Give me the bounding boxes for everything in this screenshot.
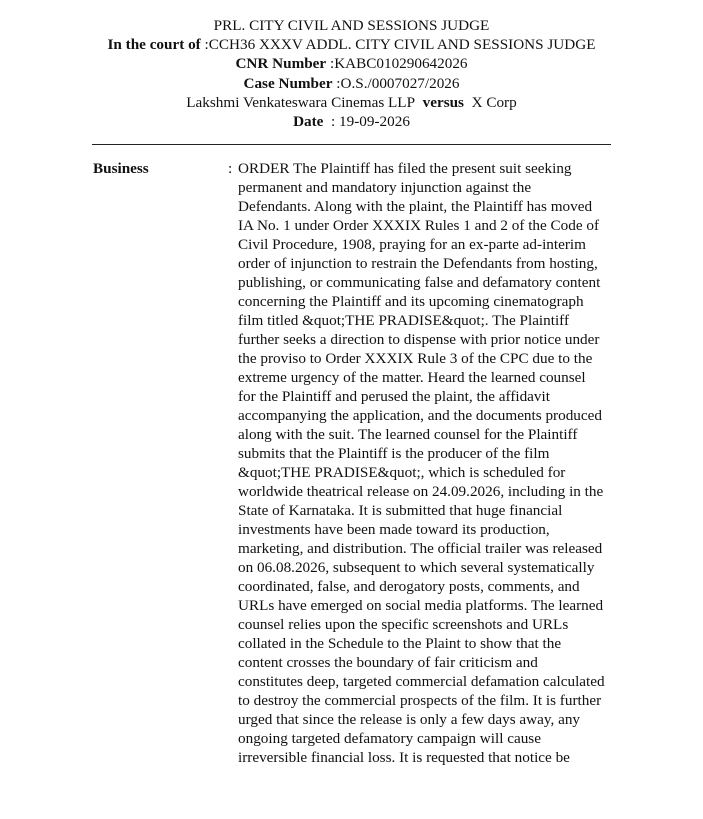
- parties-row: [0, 93, 703, 112]
- order-text-line: concerning the Plaintiff and its upcoming cinematograph: [238, 293, 584, 310]
- order-text-line: Defendants. Along with the plaint, the Plaintiff has moved: [238, 198, 593, 215]
- order-text-line: to destroy the commercial prospects of the film. It is further: [238, 692, 602, 709]
- court-label: In the court of: [107, 36, 201, 54]
- order-text-line: publishing, or communicating false and defamatory content: [238, 274, 601, 291]
- order-text-line: investments have been made toward its production,: [238, 521, 550, 538]
- business-colon: :: [228, 160, 233, 177]
- order-text-line: State of Karnataka. It is submitted that huge financial: [238, 502, 563, 519]
- order-text-line: URLs have emerged on social media platforms. The learned: [238, 597, 604, 614]
- order-text-line: extreme urgency of the matter. Heard the learned counsel: [238, 369, 586, 386]
- order-text-line: submits that the Plaintiff is the producer of the film: [238, 445, 550, 462]
- court-row: [0, 35, 703, 54]
- case-number-value: :O.S./0007027/2026: [336, 74, 460, 92]
- order-text-line: further seeks a direction to dispense with prior notice under: [238, 331, 600, 348]
- order-text-line: for the Plaintiff and perused the plaint, the affidavit: [238, 388, 550, 405]
- cnr-row: [0, 54, 703, 73]
- cnr-label: CNR Number: [235, 55, 327, 73]
- date-row: [0, 112, 703, 131]
- order-text-line: Civil Procedure, 1908, praying for an ex-parte ad-interim: [238, 236, 586, 253]
- order-text-line: the proviso to Order XXXIX Rule 3 of the CPC due to the: [238, 350, 593, 367]
- order-text-line: coordinated, false, and derogatory posts, comments, and: [238, 578, 580, 595]
- order-text-line: on 06.08.2026, subsequent to which several systematically: [238, 559, 595, 576]
- order-text-line: film titled &quot;THE PRADISE&quot;. The Plaintiff: [238, 312, 570, 329]
- order-text-line: order of injunction to restrain the Defendants from hosting,: [238, 255, 598, 272]
- business-label: Business: [93, 160, 149, 177]
- date-label: Date: [293, 113, 324, 131]
- case-header: [0, 16, 703, 131]
- date-value: : 19-09-2026: [331, 113, 410, 131]
- order-text-line: ongoing targeted defamatory campaign will cause: [238, 730, 541, 747]
- order-text-line: IA No. 1 under Order XXXIX Rules 1 and 2 of the Code of: [238, 217, 600, 234]
- plaintiff-name: Lakshmi Venkateswara Cinemas LLP: [186, 93, 416, 111]
- case-number-label: Case Number: [243, 74, 333, 92]
- order-text-line: ORDER The Plaintiff has filed the present suit seeking: [238, 160, 572, 177]
- versus-label: versus: [422, 93, 464, 111]
- order-text-line: worldwide theatrical release on 24.09.2026, including in the: [238, 483, 604, 500]
- court-value: :CCH36 XXXV ADDL. CITY CIVIL AND SESSIONS JUDGE: [204, 36, 596, 54]
- order-text-line: counsel relies upon the specific screenshots and URLs: [238, 616, 569, 633]
- order-text-line: permanent and mandatory injunction against the: [238, 179, 532, 196]
- order-text-line: collated in the Schedule to the Plaint to show that the: [238, 635, 562, 652]
- order-text-line: accompanying the application, and the documents produced: [238, 407, 602, 424]
- business-order-text: [238, 159, 614, 767]
- defendant-name: X Corp: [471, 93, 517, 111]
- case-number-row: [0, 74, 703, 93]
- order-text-line: constitutes deep, targeted commercial defamation calculated: [238, 673, 605, 690]
- cnr-value: :KABC010290642026: [329, 55, 468, 73]
- order-text-line: along with the suit. The learned counsel for the Plaintiff: [238, 426, 578, 443]
- header-divider: [92, 144, 611, 145]
- order-text-line: marketing, and distribution. The official trailer was released: [238, 540, 603, 557]
- court-title: PRL. CITY CIVIL AND SESSIONS JUDGE: [213, 17, 490, 34]
- order-text-line: &quot;THE PRADISE&quot;, which is scheduled for: [238, 464, 566, 481]
- order-text-line: irreversible financial loss. It is requested that notice be: [238, 749, 570, 766]
- order-text-line: content crosses the boundary of fair criticism and: [238, 654, 538, 671]
- order-text-line: urged that since the release is only a few days away, any: [238, 711, 581, 728]
